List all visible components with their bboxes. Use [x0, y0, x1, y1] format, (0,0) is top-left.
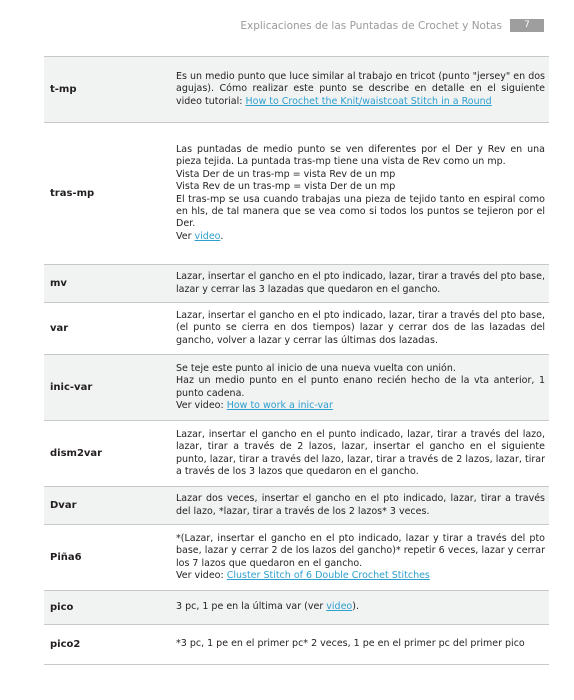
- description-line: [176, 570, 545, 582]
- stitch-description: [166, 303, 549, 355]
- description-line: [176, 363, 545, 375]
- stitch-description: [166, 123, 549, 265]
- description-text: Ver: [176, 230, 195, 242]
- stitch-abbreviation: dism2var: [50, 448, 103, 459]
- description-text: El tras-mp se usa cuando trabajas una pieza de tejido tanto en espiral como en hls, de tal manera que se vea como si todos los puntos se tejieron por el Der.: [176, 193, 545, 230]
- description-line: [176, 231, 545, 243]
- description-line: [176, 71, 545, 108]
- table-row: [44, 303, 549, 355]
- description-text: Lazar, insertar el gancho en el pto indicado, lazar, tirar a través del pto base, lazar y cerrar las 3 lazadas que quedaron en el gancho.: [176, 271, 545, 295]
- description-text: Se teje este punto al inicio de una nueva vuelta con unión.: [176, 362, 456, 374]
- stitch-description: [166, 421, 549, 487]
- description-line: [176, 310, 545, 347]
- description-text-after-link: ).: [352, 601, 359, 613]
- page-header: [240, 19, 544, 32]
- stitch-abbreviation: mv: [50, 278, 67, 289]
- description-text: Es un medio punto que luce similar al trabajo en tricot (punto "jersey" en dos agujas). Cómo realizar este punto se describe en detalle en el siguiente video tutorial:: [176, 70, 545, 107]
- stitch-description: [166, 525, 549, 591]
- description-text: *3 pc, 1 pe en el primer pc* 2 veces, 1 pe en el primer pc del primer pico: [176, 638, 525, 650]
- description-line: [176, 533, 545, 570]
- header-title: Explicaciones de las Puntadas de Crochet y Notas: [240, 19, 502, 32]
- description-line: [176, 429, 545, 479]
- stitch-abbreviation: pico2: [50, 639, 81, 650]
- table-row: [44, 625, 549, 665]
- description-text: 3 pc, 1 pe en la última var (ver: [176, 601, 327, 613]
- description-line: [176, 400, 545, 412]
- stitch-abbreviation: inic-var: [50, 382, 93, 393]
- description-line: [176, 169, 545, 181]
- stitch-description: [166, 625, 549, 665]
- description-text: *(Lazar, insertar el gancho en el pto indicado, lazar y tirar a través del pto base, lazar y cerrar 2 de los lazos del gancho)* repetir 6 veces, lazar y cerrar los 7 lazos que quedaron en el gancho.: [176, 532, 545, 569]
- stitch-table: [44, 56, 549, 665]
- description-text: Lazar, insertar el gancho en el pto indicado, lazar, tirar a través del pto base, (el punto se cierra en dos tiempos) lazar y cerrar dos de las lazadas del gancho, volver a lazar y cerrar las últimas dos lazadas.: [176, 309, 545, 346]
- video-link[interactable]: How to work a inic-var: [226, 399, 333, 411]
- description-line: [176, 194, 545, 231]
- video-link[interactable]: video: [194, 230, 221, 242]
- description-text: Las puntadas de medio punto se ven diferentes por el Der y Rev en una pieza tejida. La puntada tras-mp tiene una vista de Rev como un mp.: [176, 143, 545, 168]
- table-row: [44, 123, 549, 265]
- table-row: [44, 355, 549, 421]
- description-text: Vista Der de un tras-mp = vista Rev de un mp: [176, 168, 396, 180]
- stitch-description: [166, 57, 549, 123]
- stitch-abbreviation: t-mp: [50, 84, 77, 95]
- stitch-description: [166, 487, 549, 525]
- table-row: [44, 525, 549, 591]
- description-text: Lazar, insertar el gancho en el punto indicado, lazar, tirar a través del lazo, lazar, tirar a través de 2 lazos, lazar, insertar el gancho en el siguiente punto, lazar, tirar a través del lazo, lazar, tirar a través de 2 lazos, lazar, tirar a través de los 3 lazos que quedaron en el gancho.: [176, 428, 545, 477]
- video-link[interactable]: video: [326, 601, 353, 613]
- stitch-abbreviation: Dvar: [50, 500, 77, 511]
- stitch-description: [166, 355, 549, 421]
- description-line: [176, 144, 545, 169]
- description-text: Vista Rev de un tras-mp = vista Der de un mp: [176, 181, 396, 193]
- description-line: [176, 271, 545, 296]
- table-row: [44, 421, 549, 487]
- table-row: [44, 265, 549, 303]
- stitch-abbreviation: pico: [50, 602, 74, 613]
- stitch-abbreviation: var: [50, 323, 69, 334]
- stitch-abbreviation: tras-mp: [50, 188, 95, 199]
- description-text: Lazar dos veces, insertar el gancho en el pto indicado, lazar, tirar a través del lazo, *lazar, tirar a través de los 2 lazos* 3 veces.: [176, 493, 545, 517]
- description-line: [176, 375, 545, 400]
- stitch-description: [166, 265, 549, 303]
- table-row: [44, 591, 549, 625]
- description-line: [176, 181, 545, 193]
- table-row: [44, 487, 549, 525]
- stitch-abbreviation: Piña6: [50, 552, 82, 563]
- description-text: Haz un medio punto en el punto enano recién hecho de la vta anterior, 1 punto cadena.: [176, 375, 545, 399]
- video-link[interactable]: How to Crochet the Knit/waistcoat Stitch in a Round: [245, 95, 492, 107]
- description-text-after-link: .: [220, 230, 224, 242]
- description-text: Ver video:: [176, 569, 227, 581]
- page-number: 7: [510, 19, 544, 32]
- description-text: Ver video:: [176, 399, 227, 411]
- description-line: [176, 601, 545, 613]
- table-row: [44, 57, 549, 123]
- description-line: [176, 493, 545, 518]
- video-link[interactable]: Cluster Stitch of 6 Double Crochet Stitches: [226, 569, 430, 581]
- description-line: [176, 638, 545, 650]
- stitch-description: [166, 591, 549, 625]
